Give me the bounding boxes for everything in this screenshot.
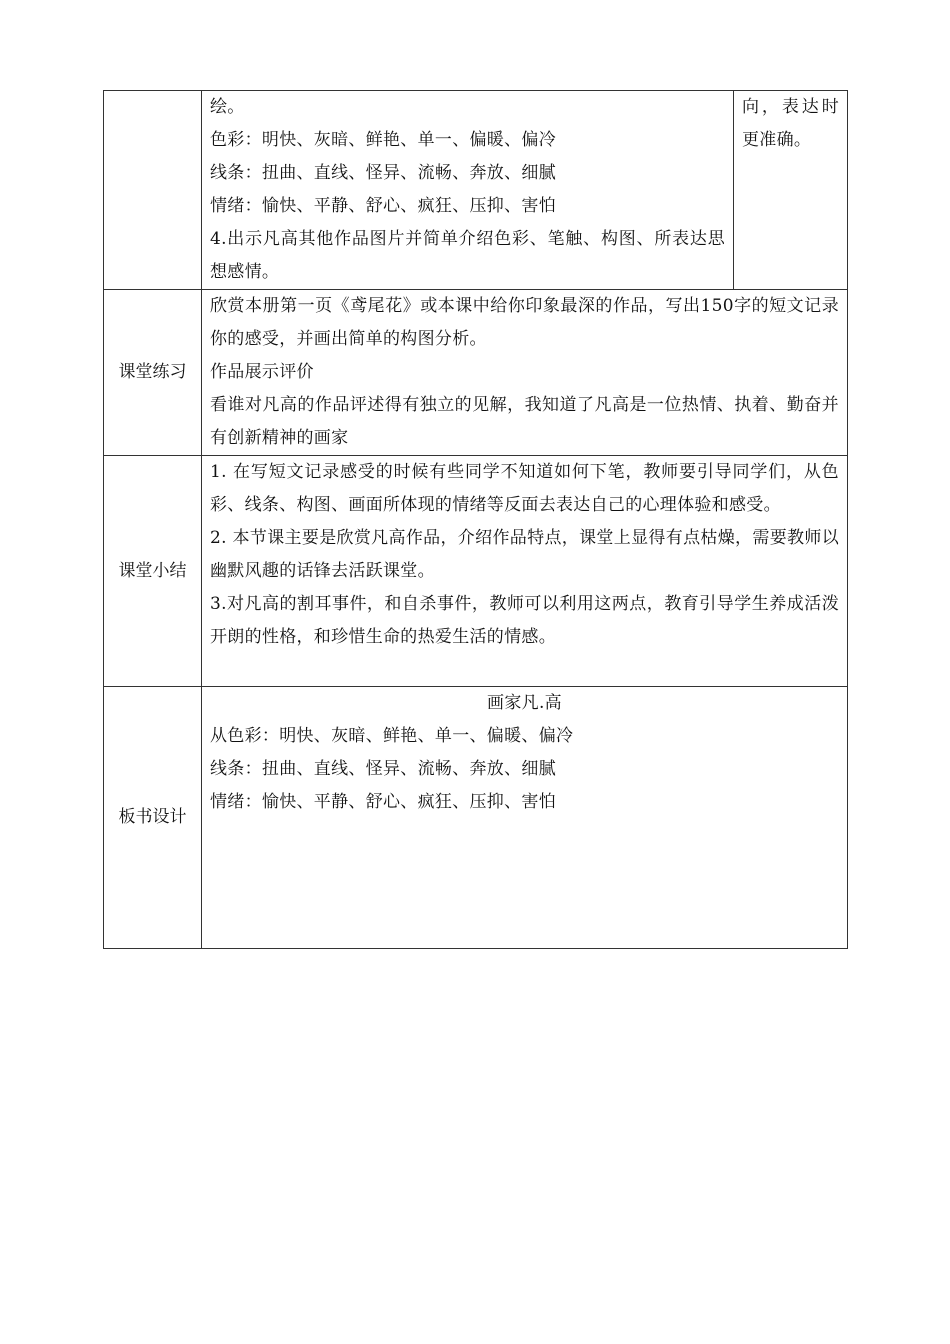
board-line: 从色彩：明快、灰暗、鲜艳、单一、偏暖、偏冷 bbox=[210, 726, 574, 746]
summary-paragraph: 1. 在写短文记录感受的时候有些同学不知道如何下笔，教师要引导同学们，从色彩、线条、构图、画面所体现的情绪等反面去表达自己的心理体验和感受。 bbox=[210, 462, 839, 515]
summary-paragraph: 2. 本节课主要是欣赏凡高作品，介绍作品特点，课堂上显得有点枯燥，需要教师以幽默风趣的话锋去活跃课堂。 bbox=[210, 528, 839, 581]
board-label: 板书设计 bbox=[104, 687, 202, 949]
practice-paragraph: 欣赏本册第一页《鸢尾花》或本课中给你印象最深的作品，写出150字的短文记录你的感受，并画出简单的构图分析。 bbox=[210, 296, 839, 349]
board-row bbox=[104, 687, 848, 949]
intro-line: 情绪：愉快、平静、舒心、疯狂、压抑、害怕 bbox=[210, 196, 556, 216]
board-content-cell bbox=[202, 687, 848, 949]
summary-paragraph: 3.对凡高的割耳事件，和自杀事件，教师可以利用这两点，教育引导学生养成活泼开朗的性格，和珍惜生命的热爱生活的情感。 bbox=[210, 594, 839, 647]
intro-line: 绘。 bbox=[210, 97, 245, 117]
board-line: 情绪：愉快、平静、舒心、疯狂、压抑、害怕 bbox=[210, 792, 556, 812]
intro-line: 4.出示凡高其他作品图片并简单介绍色彩、笔触、构图、所表达思想感情。 bbox=[210, 229, 725, 282]
summary-row bbox=[104, 456, 848, 687]
lesson-plan-table bbox=[103, 90, 848, 949]
practice-label: 课堂练习 bbox=[104, 290, 202, 456]
summary-content-cell bbox=[202, 456, 848, 687]
intro-content-cell bbox=[202, 91, 734, 290]
summary-label: 课堂小结 bbox=[104, 456, 202, 687]
practice-paragraph: 看谁对凡高的作品评述得有独立的见解，我知道了凡高是一位热情、执着、勤奋并有创新精神的画家 bbox=[210, 395, 839, 448]
board-title: 画家凡.高 bbox=[487, 693, 562, 713]
intro-line: 色彩：明快、灰暗、鲜艳、单一、偏暖、偏冷 bbox=[210, 130, 556, 150]
intro-row bbox=[104, 91, 848, 290]
intro-line: 线条：扭曲、直线、怪异、流畅、奔放、细腻 bbox=[210, 163, 556, 183]
intro-side-note: 向，表达时更准确。 bbox=[742, 97, 839, 150]
board-line: 线条：扭曲、直线、怪异、流畅、奔放、细腻 bbox=[210, 759, 556, 779]
practice-content-cell bbox=[202, 290, 848, 456]
intro-side-cell bbox=[734, 91, 848, 290]
practice-paragraph: 作品展示评价 bbox=[210, 362, 314, 382]
intro-label-cell bbox=[104, 91, 202, 290]
practice-row bbox=[104, 290, 848, 456]
